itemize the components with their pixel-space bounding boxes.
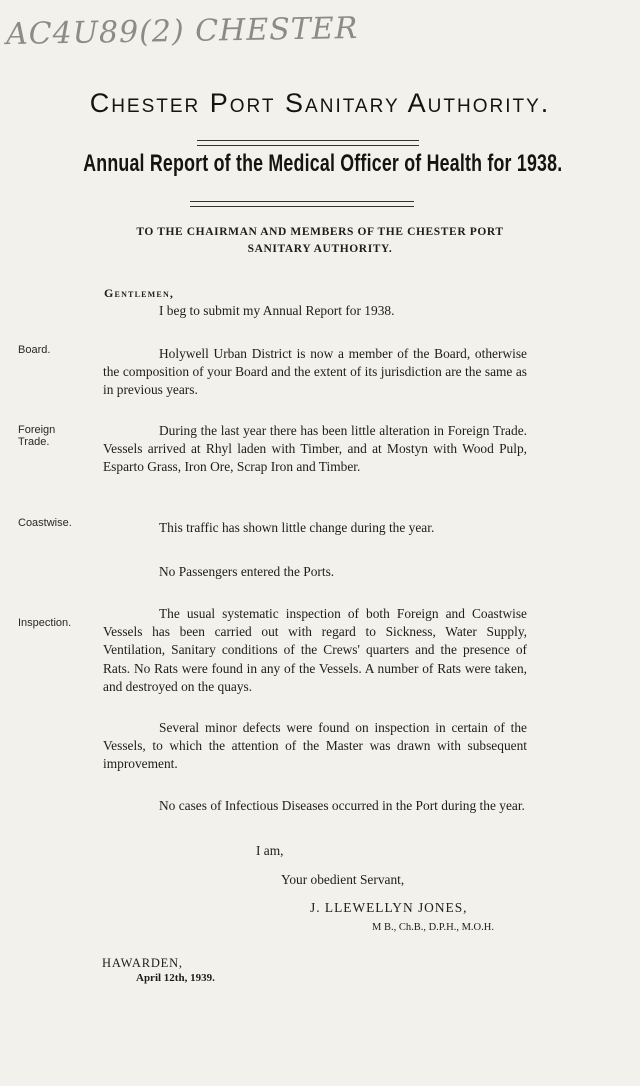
- paragraph-board: Holywell Urban District is now a member of the Board, otherwise the composition of your Board and the extent of its jurisdiction are the same as in previous years.: [103, 346, 527, 398]
- paragraph-passengers: No Passengers entered the Ports.: [159, 564, 335, 579]
- margin-note-foreign-trade: Foreign Trade.: [18, 424, 56, 448]
- paragraph-coastwise: This traffic has shown little change during the year.: [159, 520, 435, 535]
- signature-qualifications: M B., Ch.B., D.P.H., M.O.H.: [372, 922, 494, 933]
- double-rule-top: [197, 140, 419, 146]
- paragraph-inspection: The usual systematic inspection of both Foreign and Coastwise Vessels has been carried out with regard to Sickness, Water Supply, Ventilation, Sanitary conditions of the Crews' quarters and the presence of Rats. No Rats were found in any of the Vessels. A number of Rats were taken, and destroyed on the quays.: [103, 606, 527, 694]
- margin-note-inspection: Inspection.: [18, 617, 72, 629]
- handwritten-annotation: AC4U89(2) CHESTER: [5, 10, 359, 53]
- addressee: [100, 224, 540, 258]
- addressee-line-2: SANITARY AUTHORITY.: [247, 243, 393, 255]
- margin-note-coastwise: Coastwise.: [18, 517, 72, 529]
- closing-i-am: I am,: [256, 843, 284, 858]
- addressee-line-1: TO THE CHAIRMAN AND MEMBERS OF THE CHESTER PORT: [136, 226, 504, 238]
- report-title: Annual Report of the Medical Officer of Health for 1938.: [83, 150, 563, 177]
- paragraph-defects: Several minor defects were found on inspection in certain of the Vessels, to which the attention of the Master was drawn with subsequent improvement.: [103, 720, 527, 772]
- place-of-signing: HAWARDEN,: [102, 956, 183, 970]
- margin-note-board: Board.: [18, 344, 51, 356]
- closing-servant: Your obedient Servant,: [281, 872, 405, 887]
- intro-paragraph: I beg to submit my Annual Report for 1938.: [159, 303, 395, 318]
- salutation: Gentlemen,: [104, 286, 175, 300]
- letter-date: April 12th, 1939.: [136, 972, 215, 984]
- authority-heading: Chester Port Sanitary Authority.: [89, 88, 551, 118]
- paragraph-infectious-diseases: No cases of Infectious Diseases occurred in the Port during the year.: [159, 798, 525, 813]
- signature-name: J. LLEWELLYN JONES,: [310, 900, 468, 915]
- double-rule-bottom: [190, 201, 414, 207]
- paragraph-foreign-trade: During the last year there has been little alteration in Foreign Trade. Vessels arrived at Rhyl laden with Timber, and at Mostyn with Wood Pulp, Esparto Grass, Iron Ore, Scrap Iron and Timber.: [103, 423, 527, 475]
